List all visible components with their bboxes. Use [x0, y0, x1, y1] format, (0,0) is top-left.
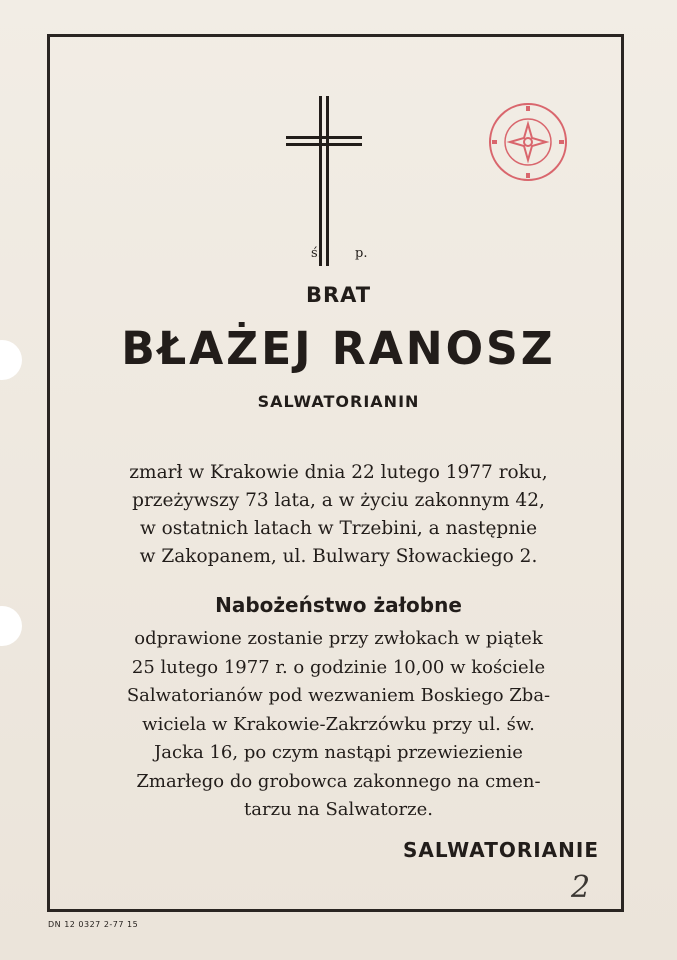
deceased-order: SALWATORIANIN [257, 392, 420, 411]
signature: SALWATORIANIE [403, 838, 599, 862]
abbr-p: p. [355, 246, 368, 261]
service-line: tarzu na Salwatorze. [244, 799, 433, 820]
deceased-title: BRAT [305, 283, 372, 307]
cross-icon [286, 96, 362, 266]
service-line: 25 lutego 1977 r. o godzinie 10,00 w kościele [131, 656, 546, 678]
stamp-cross-emblem [510, 124, 546, 160]
service-line: Zmarłego do grobowca zakonnego na cmen- [136, 770, 541, 792]
print-code: DN 12 0327 2-77 15 [48, 920, 139, 929]
service-heading: Nabożeństwo żałobne [215, 593, 462, 617]
abbr-s: ś. [311, 246, 322, 261]
announcement-line: zmarł w Krakowie dnia 22 lutego 1977 roku, [129, 462, 548, 483]
deceased-name: BŁAŻEJ RANOSZ [121, 322, 556, 375]
service-line: Jacka 16, po czym nastąpi przewiezienie [154, 742, 523, 763]
service-line: wiciela w Krakowie-Zakrzówku przy ul. św. [142, 713, 535, 735]
announcement-line: w Zakopanem, ul. Bulwary Słowackiego 2. [139, 546, 538, 567]
announcement-line: w ostatnich latach w Trzebini, a następnie [139, 518, 538, 539]
handwritten-number: 2 [571, 870, 591, 905]
announcement-line: przeżywszy 73 lata, a w życiu zakonnym 42, [132, 490, 545, 511]
service-details [47, 625, 630, 825]
service-line: Salwatorianów pod wezwaniem Boskiego Zba- [126, 685, 551, 706]
service-line: odprawione zostanie przy zwłokach w piątek [134, 628, 543, 649]
archive-stamp [486, 100, 570, 184]
death-announcement [47, 459, 630, 571]
